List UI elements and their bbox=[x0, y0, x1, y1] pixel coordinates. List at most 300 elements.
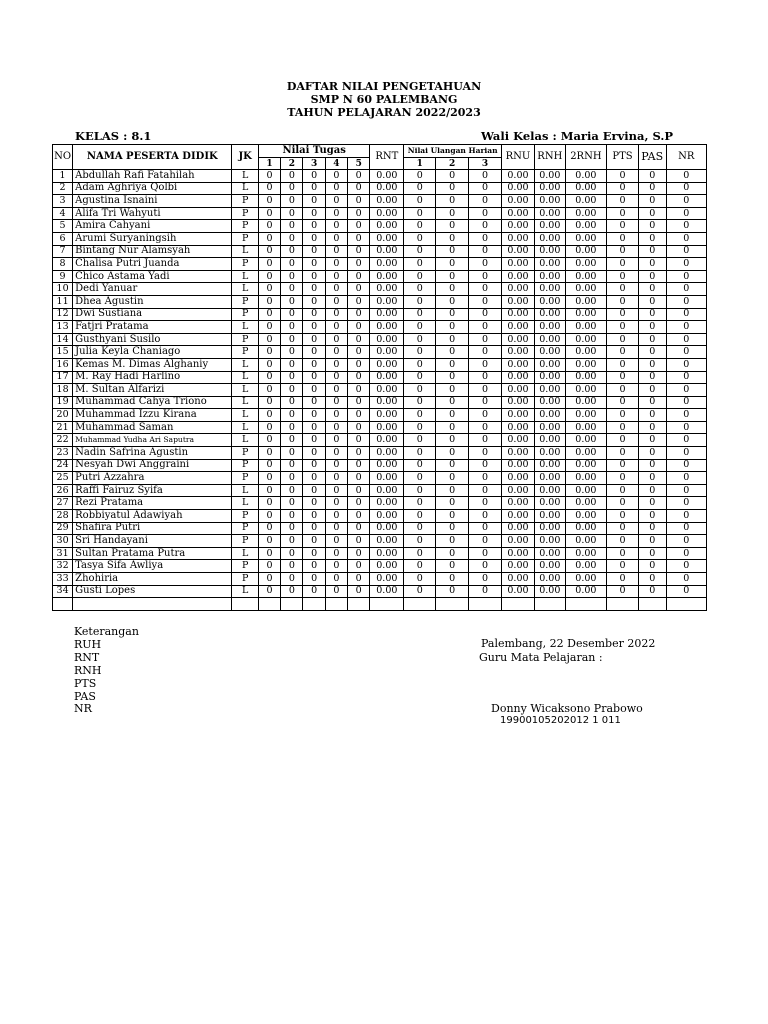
row-name: Julia Keyla Chaniago bbox=[73, 346, 232, 359]
row-jk: P bbox=[232, 195, 259, 208]
row-ulangan-2: 0 bbox=[436, 585, 469, 598]
row-name: Muhammad Saman bbox=[73, 421, 232, 434]
row-jk: P bbox=[232, 522, 259, 535]
row-ulangan-1: 0 bbox=[404, 295, 436, 308]
row-no: 28 bbox=[53, 510, 73, 523]
table-row bbox=[53, 371, 707, 384]
row-tugas-3: 0 bbox=[303, 207, 325, 220]
row-2rnh: 0.00 bbox=[565, 182, 606, 195]
row-jk: L bbox=[232, 585, 259, 598]
row-tugas-2: 0 bbox=[281, 321, 303, 334]
row-rnh: 0.00 bbox=[534, 207, 565, 220]
row-ulangan-3: 0 bbox=[469, 245, 502, 258]
row-tugas-2: 0 bbox=[281, 346, 303, 359]
row-2rnh: 0.00 bbox=[565, 472, 606, 485]
row-rnt: 0.00 bbox=[370, 510, 404, 523]
legend-pts: PTS bbox=[74, 677, 97, 690]
row-ulangan-3: 0 bbox=[469, 573, 502, 586]
row-ulangan-1: 0 bbox=[404, 535, 436, 548]
row-ulangan-1: 0 bbox=[404, 384, 436, 397]
row-no: 25 bbox=[53, 472, 73, 485]
keterangan-title: Keterangan bbox=[74, 625, 139, 638]
empty-cell bbox=[53, 598, 73, 611]
row-rnh: 0.00 bbox=[534, 409, 565, 422]
row-pas: 0 bbox=[638, 510, 666, 523]
empty-cell bbox=[469, 598, 502, 611]
row-ulangan-2: 0 bbox=[436, 245, 469, 258]
row-tugas-1: 0 bbox=[258, 182, 280, 195]
row-pts: 0 bbox=[607, 585, 639, 598]
row-tugas-5: 0 bbox=[348, 497, 370, 510]
row-name: Muhammad Cahya Triono bbox=[73, 396, 232, 409]
row-pas: 0 bbox=[638, 560, 666, 573]
ulangan-sub-1: 1 bbox=[404, 158, 436, 170]
row-ulangan-2: 0 bbox=[436, 409, 469, 422]
row-rnh: 0.00 bbox=[534, 283, 565, 296]
row-jk: L bbox=[232, 270, 259, 283]
row-ulangan-2: 0 bbox=[436, 232, 469, 245]
row-tugas-1: 0 bbox=[258, 522, 280, 535]
school-name: SMP N 60 PALEMBANG bbox=[310, 93, 458, 106]
row-rnu: 0.00 bbox=[502, 207, 535, 220]
row-no: 31 bbox=[53, 547, 73, 560]
row-rnh: 0.00 bbox=[534, 358, 565, 371]
tugas-sub-1: 1 bbox=[258, 158, 280, 170]
row-jk: P bbox=[232, 510, 259, 523]
row-name: Gusti Lopes bbox=[73, 585, 232, 598]
row-rnt: 0.00 bbox=[370, 396, 404, 409]
row-2rnh: 0.00 bbox=[565, 207, 606, 220]
row-ulangan-3: 0 bbox=[469, 220, 502, 233]
row-nr: 0 bbox=[666, 472, 706, 485]
row-ulangan-1: 0 bbox=[404, 409, 436, 422]
table-row bbox=[53, 510, 707, 523]
row-no: 19 bbox=[53, 396, 73, 409]
row-tugas-5: 0 bbox=[348, 396, 370, 409]
row-ulangan-3: 0 bbox=[469, 358, 502, 371]
row-tugas-4: 0 bbox=[325, 547, 347, 560]
row-ulangan-3: 0 bbox=[469, 497, 502, 510]
row-tugas-4: 0 bbox=[325, 585, 347, 598]
row-ulangan-1: 0 bbox=[404, 573, 436, 586]
row-tugas-4: 0 bbox=[325, 434, 347, 447]
row-rnt: 0.00 bbox=[370, 232, 404, 245]
row-ulangan-1: 0 bbox=[404, 245, 436, 258]
row-2rnh: 0.00 bbox=[565, 573, 606, 586]
row-tugas-5: 0 bbox=[348, 308, 370, 321]
row-no: 18 bbox=[53, 384, 73, 397]
table-row bbox=[53, 333, 707, 346]
row-tugas-3: 0 bbox=[303, 371, 325, 384]
row-ulangan-1: 0 bbox=[404, 308, 436, 321]
row-tugas-1: 0 bbox=[258, 170, 280, 183]
row-tugas-2: 0 bbox=[281, 333, 303, 346]
row-nr: 0 bbox=[666, 547, 706, 560]
row-tugas-3: 0 bbox=[303, 522, 325, 535]
table-row bbox=[53, 434, 707, 447]
row-rnt: 0.00 bbox=[370, 547, 404, 560]
row-tugas-1: 0 bbox=[258, 232, 280, 245]
row-nr: 0 bbox=[666, 321, 706, 334]
row-no: 17 bbox=[53, 371, 73, 384]
empty-cell bbox=[348, 598, 370, 611]
row-2rnh: 0.00 bbox=[565, 170, 606, 183]
row-tugas-5: 0 bbox=[348, 535, 370, 548]
row-rnt: 0.00 bbox=[370, 358, 404, 371]
row-rnh: 0.00 bbox=[534, 396, 565, 409]
row-rnh: 0.00 bbox=[534, 421, 565, 434]
row-rnu: 0.00 bbox=[502, 358, 535, 371]
row-pas: 0 bbox=[638, 295, 666, 308]
table-row bbox=[53, 308, 707, 321]
row-pas: 0 bbox=[638, 358, 666, 371]
row-no: 15 bbox=[53, 346, 73, 359]
row-2rnh: 0.00 bbox=[565, 409, 606, 422]
row-tugas-5: 0 bbox=[348, 371, 370, 384]
row-rnu: 0.00 bbox=[502, 333, 535, 346]
row-2rnh: 0.00 bbox=[565, 459, 606, 472]
col-2rnh-header: 2RNH bbox=[565, 145, 606, 170]
row-pas: 0 bbox=[638, 484, 666, 497]
row-tugas-3: 0 bbox=[303, 270, 325, 283]
empty-cell bbox=[258, 598, 280, 611]
row-ulangan-3: 0 bbox=[469, 207, 502, 220]
row-tugas-4: 0 bbox=[325, 371, 347, 384]
row-rnt: 0.00 bbox=[370, 371, 404, 384]
row-name: Agustina Isnaini bbox=[73, 195, 232, 208]
row-2rnh: 0.00 bbox=[565, 232, 606, 245]
empty-cell bbox=[502, 598, 535, 611]
row-tugas-5: 0 bbox=[348, 421, 370, 434]
row-name: Amira Cahyani bbox=[73, 220, 232, 233]
row-rnu: 0.00 bbox=[502, 283, 535, 296]
row-ulangan-1: 0 bbox=[404, 371, 436, 384]
row-ulangan-3: 0 bbox=[469, 484, 502, 497]
row-ulangan-2: 0 bbox=[436, 270, 469, 283]
row-tugas-5: 0 bbox=[348, 321, 370, 334]
row-rnh: 0.00 bbox=[534, 560, 565, 573]
empty-cell bbox=[404, 598, 436, 611]
row-ulangan-2: 0 bbox=[436, 484, 469, 497]
legend-ruh: RUH bbox=[74, 638, 102, 651]
row-name: Arumi Suryaningsih bbox=[73, 232, 232, 245]
doc-title: DAFTAR NILAI PENGETAHUAN bbox=[286, 80, 482, 93]
row-tugas-2: 0 bbox=[281, 182, 303, 195]
row-tugas-5: 0 bbox=[348, 484, 370, 497]
row-rnu: 0.00 bbox=[502, 459, 535, 472]
row-tugas-3: 0 bbox=[303, 346, 325, 359]
row-rnu: 0.00 bbox=[502, 585, 535, 598]
table-row bbox=[53, 522, 707, 535]
row-no: 11 bbox=[53, 295, 73, 308]
row-ulangan-3: 0 bbox=[469, 232, 502, 245]
row-rnu: 0.00 bbox=[502, 384, 535, 397]
row-ulangan-3: 0 bbox=[469, 396, 502, 409]
row-pts: 0 bbox=[607, 270, 639, 283]
row-ulangan-2: 0 bbox=[436, 371, 469, 384]
row-tugas-2: 0 bbox=[281, 585, 303, 598]
row-ulangan-2: 0 bbox=[436, 220, 469, 233]
table-row bbox=[53, 384, 707, 397]
row-jk: L bbox=[232, 182, 259, 195]
row-rnu: 0.00 bbox=[502, 434, 535, 447]
row-nr: 0 bbox=[666, 421, 706, 434]
row-name: M. Sultan Alfarizi bbox=[73, 384, 232, 397]
row-pts: 0 bbox=[607, 434, 639, 447]
row-rnu: 0.00 bbox=[502, 409, 535, 422]
row-tugas-1: 0 bbox=[258, 421, 280, 434]
empty-cell bbox=[436, 598, 469, 611]
row-name: Sultan Pratama Putra bbox=[73, 547, 232, 560]
row-tugas-5: 0 bbox=[348, 434, 370, 447]
row-pts: 0 bbox=[607, 573, 639, 586]
signature-name: Donny Wicaksono Prabowo bbox=[491, 702, 643, 715]
row-ulangan-3: 0 bbox=[469, 195, 502, 208]
row-nr: 0 bbox=[666, 182, 706, 195]
row-pas: 0 bbox=[638, 396, 666, 409]
table-row bbox=[53, 547, 707, 560]
row-tugas-1: 0 bbox=[258, 321, 280, 334]
row-ulangan-3: 0 bbox=[469, 170, 502, 183]
row-rnh: 0.00 bbox=[534, 484, 565, 497]
table-row bbox=[53, 295, 707, 308]
row-ulangan-1: 0 bbox=[404, 346, 436, 359]
row-pts: 0 bbox=[607, 283, 639, 296]
row-ulangan-2: 0 bbox=[436, 321, 469, 334]
row-ulangan-2: 0 bbox=[436, 421, 469, 434]
row-tugas-1: 0 bbox=[258, 371, 280, 384]
row-rnh: 0.00 bbox=[534, 333, 565, 346]
row-tugas-3: 0 bbox=[303, 560, 325, 573]
row-no: 3 bbox=[53, 195, 73, 208]
row-tugas-2: 0 bbox=[281, 421, 303, 434]
row-ulangan-1: 0 bbox=[404, 434, 436, 447]
row-tugas-1: 0 bbox=[258, 472, 280, 485]
row-tugas-4: 0 bbox=[325, 573, 347, 586]
row-rnh: 0.00 bbox=[534, 522, 565, 535]
row-2rnh: 0.00 bbox=[565, 497, 606, 510]
row-pas: 0 bbox=[638, 346, 666, 359]
row-no: 8 bbox=[53, 258, 73, 271]
row-tugas-5: 0 bbox=[348, 333, 370, 346]
row-ulangan-1: 0 bbox=[404, 547, 436, 560]
row-tugas-5: 0 bbox=[348, 283, 370, 296]
row-tugas-2: 0 bbox=[281, 396, 303, 409]
row-pts: 0 bbox=[607, 484, 639, 497]
row-rnh: 0.00 bbox=[534, 182, 565, 195]
row-rnu: 0.00 bbox=[502, 346, 535, 359]
row-tugas-4: 0 bbox=[325, 295, 347, 308]
row-ulangan-2: 0 bbox=[436, 522, 469, 535]
tugas-sub-3: 3 bbox=[303, 158, 325, 170]
table-row bbox=[53, 535, 707, 548]
row-pas: 0 bbox=[638, 182, 666, 195]
table-row bbox=[53, 585, 707, 598]
row-nr: 0 bbox=[666, 270, 706, 283]
row-nr: 0 bbox=[666, 522, 706, 535]
row-tugas-4: 0 bbox=[325, 535, 347, 548]
row-tugas-5: 0 bbox=[348, 258, 370, 271]
row-pas: 0 bbox=[638, 270, 666, 283]
row-jk: P bbox=[232, 560, 259, 573]
row-nr: 0 bbox=[666, 358, 706, 371]
row-2rnh: 0.00 bbox=[565, 484, 606, 497]
row-rnt: 0.00 bbox=[370, 346, 404, 359]
row-rnt: 0.00 bbox=[370, 409, 404, 422]
row-ulangan-2: 0 bbox=[436, 295, 469, 308]
row-tugas-5: 0 bbox=[348, 195, 370, 208]
row-jk: P bbox=[232, 258, 259, 271]
row-tugas-2: 0 bbox=[281, 258, 303, 271]
row-2rnh: 0.00 bbox=[565, 346, 606, 359]
row-rnh: 0.00 bbox=[534, 434, 565, 447]
row-tugas-2: 0 bbox=[281, 295, 303, 308]
row-rnh: 0.00 bbox=[534, 573, 565, 586]
row-rnh: 0.00 bbox=[534, 447, 565, 460]
row-tugas-1: 0 bbox=[258, 308, 280, 321]
row-rnh: 0.00 bbox=[534, 258, 565, 271]
row-pas: 0 bbox=[638, 535, 666, 548]
row-rnh: 0.00 bbox=[534, 547, 565, 560]
row-rnu: 0.00 bbox=[502, 220, 535, 233]
class-label: KELAS : 8.1 bbox=[75, 129, 152, 143]
row-no: 32 bbox=[53, 560, 73, 573]
row-ulangan-1: 0 bbox=[404, 207, 436, 220]
row-tugas-2: 0 bbox=[281, 371, 303, 384]
table-row bbox=[53, 396, 707, 409]
row-nr: 0 bbox=[666, 560, 706, 573]
row-tugas-3: 0 bbox=[303, 573, 325, 586]
row-nr: 0 bbox=[666, 434, 706, 447]
row-2rnh: 0.00 bbox=[565, 585, 606, 598]
row-pas: 0 bbox=[638, 258, 666, 271]
group-ulangan-header: Nilai Ulangan Harian bbox=[404, 145, 502, 158]
row-name: Rezi Pratama bbox=[73, 497, 232, 510]
signature-nip: 19900105202012 1 011 bbox=[500, 715, 621, 726]
empty-row bbox=[53, 598, 707, 611]
table-row bbox=[53, 459, 707, 472]
row-tugas-2: 0 bbox=[281, 522, 303, 535]
row-tugas-4: 0 bbox=[325, 346, 347, 359]
row-name: Muhammad Izzu Kirana bbox=[73, 409, 232, 422]
row-tugas-4: 0 bbox=[325, 384, 347, 397]
row-tugas-3: 0 bbox=[303, 295, 325, 308]
row-ulangan-3: 0 bbox=[469, 346, 502, 359]
empty-cell bbox=[303, 598, 325, 611]
table-row bbox=[53, 182, 707, 195]
row-tugas-5: 0 bbox=[348, 522, 370, 535]
empty-cell bbox=[370, 598, 404, 611]
row-ulangan-1: 0 bbox=[404, 195, 436, 208]
row-jk: P bbox=[232, 535, 259, 548]
row-pts: 0 bbox=[607, 384, 639, 397]
row-pts: 0 bbox=[607, 333, 639, 346]
row-pas: 0 bbox=[638, 409, 666, 422]
row-rnu: 0.00 bbox=[502, 573, 535, 586]
row-rnu: 0.00 bbox=[502, 472, 535, 485]
row-tugas-2: 0 bbox=[281, 270, 303, 283]
row-tugas-5: 0 bbox=[348, 270, 370, 283]
row-rnt: 0.00 bbox=[370, 522, 404, 535]
row-tugas-4: 0 bbox=[325, 409, 347, 422]
row-pts: 0 bbox=[607, 232, 639, 245]
row-nr: 0 bbox=[666, 308, 706, 321]
col-rnt-header: RNT bbox=[370, 145, 404, 170]
row-2rnh: 0.00 bbox=[565, 358, 606, 371]
row-nr: 0 bbox=[666, 497, 706, 510]
row-rnt: 0.00 bbox=[370, 447, 404, 460]
empty-cell bbox=[607, 598, 639, 611]
row-2rnh: 0.00 bbox=[565, 560, 606, 573]
row-ulangan-2: 0 bbox=[436, 195, 469, 208]
row-tugas-2: 0 bbox=[281, 170, 303, 183]
row-pts: 0 bbox=[607, 396, 639, 409]
empty-cell bbox=[666, 598, 706, 611]
table-row bbox=[53, 358, 707, 371]
row-rnt: 0.00 bbox=[370, 472, 404, 485]
row-tugas-3: 0 bbox=[303, 484, 325, 497]
row-tugas-3: 0 bbox=[303, 170, 325, 183]
row-ulangan-2: 0 bbox=[436, 560, 469, 573]
row-2rnh: 0.00 bbox=[565, 258, 606, 271]
row-ulangan-1: 0 bbox=[404, 560, 436, 573]
row-jk: P bbox=[232, 220, 259, 233]
grades-table bbox=[52, 144, 707, 611]
row-rnh: 0.00 bbox=[534, 321, 565, 334]
row-name: M. Ray Hadi Harlino bbox=[73, 371, 232, 384]
row-no: 5 bbox=[53, 220, 73, 233]
row-name: Muhammad Yudha Ari Saputra bbox=[73, 434, 232, 447]
row-ulangan-2: 0 bbox=[436, 535, 469, 548]
row-pas: 0 bbox=[638, 333, 666, 346]
row-tugas-1: 0 bbox=[258, 258, 280, 271]
row-ulangan-3: 0 bbox=[469, 270, 502, 283]
row-tugas-3: 0 bbox=[303, 535, 325, 548]
row-name: Putri Azzahra bbox=[73, 472, 232, 485]
row-ulangan-1: 0 bbox=[404, 283, 436, 296]
row-pts: 0 bbox=[607, 560, 639, 573]
table-row bbox=[53, 195, 707, 208]
row-rnt: 0.00 bbox=[370, 195, 404, 208]
table-row bbox=[53, 447, 707, 460]
col-nr-header: NR bbox=[666, 145, 706, 170]
row-ulangan-3: 0 bbox=[469, 384, 502, 397]
row-jk: L bbox=[232, 358, 259, 371]
row-tugas-3: 0 bbox=[303, 510, 325, 523]
row-ulangan-1: 0 bbox=[404, 170, 436, 183]
row-2rnh: 0.00 bbox=[565, 270, 606, 283]
row-tugas-4: 0 bbox=[325, 522, 347, 535]
row-rnh: 0.00 bbox=[534, 459, 565, 472]
row-rnt: 0.00 bbox=[370, 182, 404, 195]
row-rnh: 0.00 bbox=[534, 510, 565, 523]
row-ulangan-2: 0 bbox=[436, 346, 469, 359]
row-tugas-5: 0 bbox=[348, 384, 370, 397]
row-pts: 0 bbox=[607, 182, 639, 195]
row-nr: 0 bbox=[666, 409, 706, 422]
table-row bbox=[53, 472, 707, 485]
row-name: Abdullah Rafi Fatahilah bbox=[73, 170, 232, 183]
row-tugas-2: 0 bbox=[281, 409, 303, 422]
row-rnu: 0.00 bbox=[502, 232, 535, 245]
signature-role: Guru Mata Pelajaran : bbox=[479, 651, 603, 664]
row-rnu: 0.00 bbox=[502, 522, 535, 535]
row-ulangan-2: 0 bbox=[436, 283, 469, 296]
row-jk: P bbox=[232, 573, 259, 586]
row-pas: 0 bbox=[638, 371, 666, 384]
row-jk: L bbox=[232, 321, 259, 334]
row-2rnh: 0.00 bbox=[565, 245, 606, 258]
